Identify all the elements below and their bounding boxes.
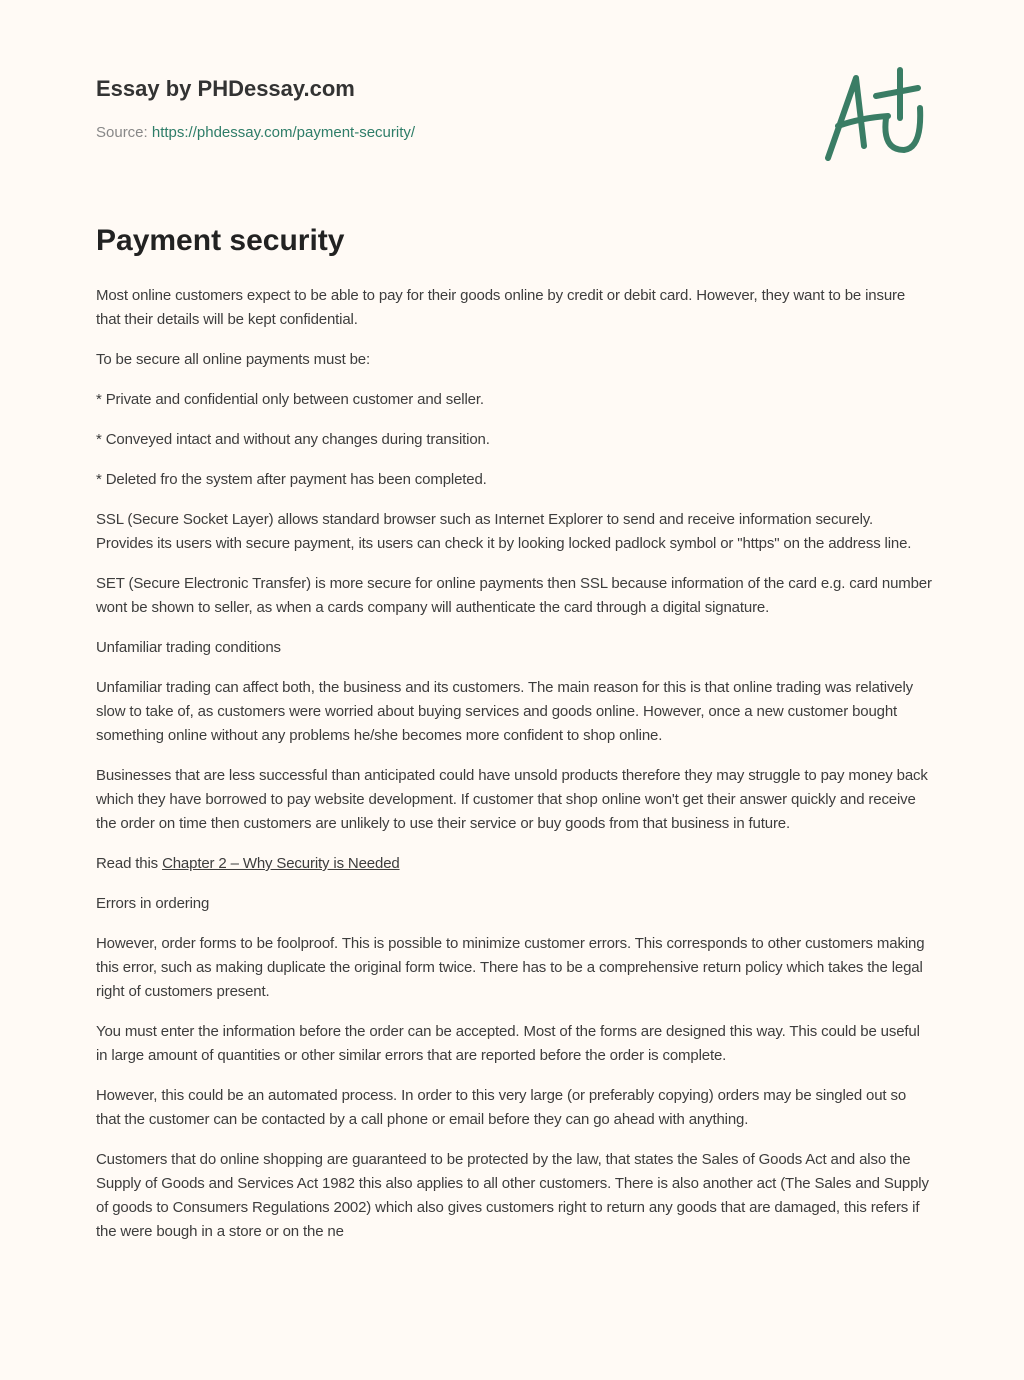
source-label: Source: <box>96 124 148 141</box>
read-this-prefix: Read this <box>96 855 159 872</box>
source-line <box>96 124 415 141</box>
page-title: Payment security <box>96 224 345 257</box>
paragraph: Businesses that are less successful than anticipated could have unsold products therefore they may struggle to pay money back which they have borrowed to pay website development. If customer that shop online won't get their answer quickly and receive the order on time then customers are unlikely to use their service or buy goods from that business in future. <box>96 767 928 832</box>
paragraph: Most online customers expect to be able to pay for their goods online by credit or debit card. However, they want to be insure that their details will be kept confidential. <box>96 287 906 328</box>
section-heading: Errors in ordering <box>96 895 210 912</box>
paragraph: * Deleted fro the system after payment has been completed. <box>96 471 487 488</box>
a-plus-logo-icon <box>820 66 930 166</box>
paragraph: Customers that do online shopping are guaranteed to be protected by the law, that states the Sales of Goods Act and also the Supply of Goods and Services Act 1982 this also applies to all other customers. There is also another act (The Sales and Supply of goods to Consumers Regulations 2002) which also gives customers right to return any goods that are damaged, this refers if the were bough in a store or on the ne <box>96 1151 929 1240</box>
paragraph: You must enter the information before the order can be accepted. Most of the forms are designed this way. This could be useful in large amount of quantities or other similar errors that are reported before the order is complete. <box>96 1023 920 1064</box>
section-heading: Unfamiliar trading conditions <box>96 639 281 656</box>
paragraph: However, order forms to be foolproof. This is possible to minimize customer errors. This corresponds to other customers making this error, such as making duplicate the original form twice. There has to be a comprehensive return policy which takes the legal right of customers present. <box>96 935 925 1000</box>
paragraph: However, this could be an automated process. In order to this very large (or preferably copying) orders may be singled out so that the customer can be contacted by a call phone or email before they can go ahead with anything. <box>96 1087 907 1128</box>
paragraph: * Conveyed intact and without any changes during transition. <box>96 431 490 448</box>
paragraph: SSL (Secure Socket Layer) allows standard browser such as Internet Explorer to send and receive information securely. Provides its users with secure payment, its users can check it by looking locked padlock symbol or "https" on the address line. <box>96 511 912 552</box>
paragraph: * Private and confidential only between customer and seller. <box>96 391 484 408</box>
paragraph: Unfamiliar trading can affect both, the business and its customers. The main reason for this is that online trading was relatively slow to take of, as customers were worried about buying services and goods online. However, once a new customer bought something online without any problems he/she becomes more confident to shop online. <box>96 679 914 744</box>
brand-title: Essay by PHDessay.com <box>96 76 355 101</box>
article-body <box>96 284 932 1260</box>
paragraph: To be secure all online payments must be: <box>96 351 371 368</box>
paragraph: SET (Secure Electronic Transfer) is more secure for online payments then SSL because information of the card e.g. card number wont be shown to seller, as when a cards company will authenticate the card through a digital signature. <box>96 575 932 616</box>
source-link[interactable]: https://phdessay.com/payment-security/ <box>151 124 416 141</box>
read-this-line <box>96 852 932 876</box>
related-article-link[interactable]: Chapter 2 – Why Security is Needed <box>162 855 400 872</box>
